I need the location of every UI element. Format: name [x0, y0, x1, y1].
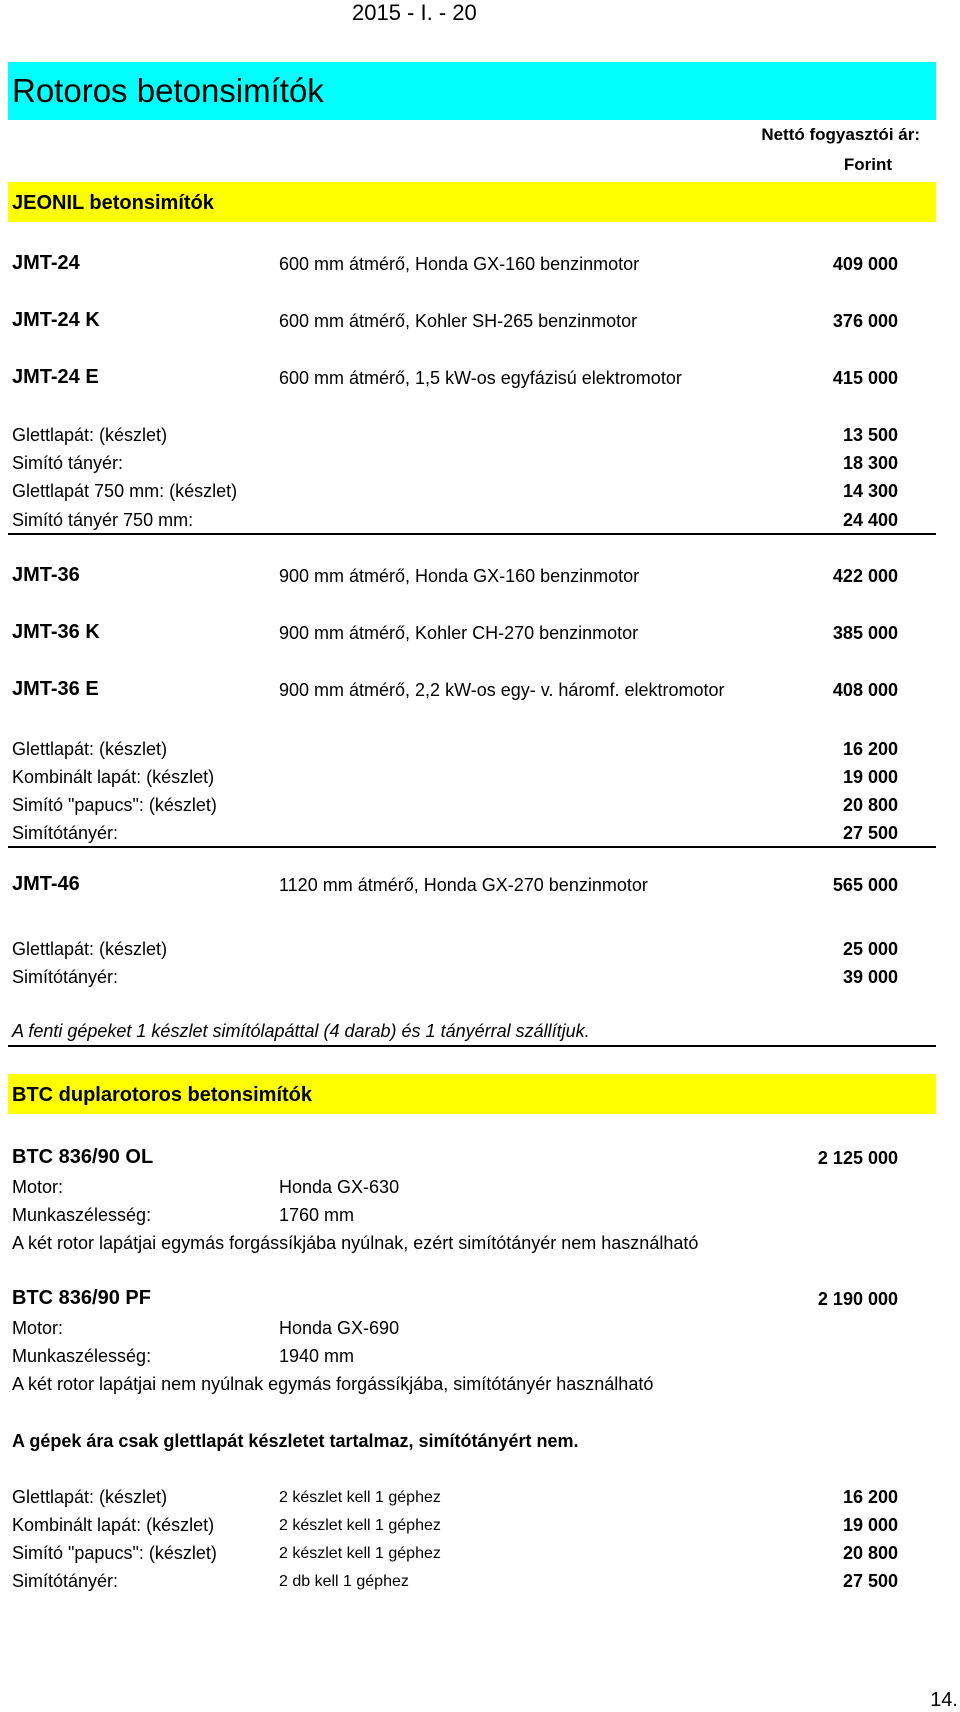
accessory-price: 14 300 — [842, 481, 898, 501]
spec-label: Motor: — [12, 1318, 64, 1338]
accessory-price: 18 300 — [842, 453, 898, 473]
accessory-price: 39 000 — [842, 967, 898, 987]
model-price: 408 000 — [832, 680, 898, 700]
accessory-name: Glettlapát: (készlet) — [12, 425, 168, 445]
model-price: 422 000 — [832, 566, 898, 586]
delivery-note: A fenti gépeket 1 készlet simítólapáttal (4 darab) és 1 tányérral szállítjuk. — [12, 1021, 590, 1041]
accessory-quantity: 2 db kell 1 géphez — [279, 1573, 409, 1590]
accessory-name: Glettlapát: (készlet) — [12, 1487, 168, 1507]
spec-label: Motor: — [12, 1177, 64, 1197]
jeonil-section-title: JEONIL betonsimítók — [12, 192, 214, 214]
accessory-name: Kombinált lapát: (készlet) — [12, 1515, 215, 1535]
spec-label: Munkaszélesség: — [12, 1205, 152, 1225]
accessory-name: Simító "papucs": (készlet) — [12, 795, 217, 815]
accessory-price: 13 500 — [842, 425, 898, 445]
spec-value: Honda GX-630 — [279, 1177, 400, 1197]
model-description: 600 mm átmérő, Kohler SH-265 benzinmotor — [279, 311, 638, 331]
accessory-name: Simítótányér: — [12, 823, 119, 843]
section-divider — [8, 533, 936, 535]
page-title: Rotoros betonsimítók — [12, 72, 324, 109]
model-price: 2 190 000 — [817, 1289, 898, 1309]
btc-section-title: BTC duplarotoros betonsimítók — [12, 1084, 312, 1106]
section-divider — [8, 1045, 936, 1047]
header-date: 2015 - I. - 20 — [352, 0, 477, 25]
model-name: JMT-24 E — [12, 366, 99, 388]
model-name: BTC 836/90 PF — [12, 1287, 151, 1309]
accessory-price: 19 000 — [842, 1515, 898, 1535]
accessory-quantity: 2 készlet kell 1 géphez — [279, 1489, 441, 1506]
section-divider — [8, 846, 936, 848]
model-name: JMT-36 K — [12, 621, 100, 643]
price-note: A gépek ára csak glettlapát készletet tartalmaz, simítótányért nem. — [12, 1431, 579, 1451]
accessory-name: Glettlapát: (készlet) — [12, 939, 168, 959]
model-name: JMT-46 — [12, 873, 80, 895]
accessory-price: 20 800 — [842, 1543, 898, 1563]
model-name: JMT-36 E — [12, 678, 99, 700]
accessory-price: 24 400 — [842, 510, 898, 530]
model-description: 1120 mm átmérő, Honda GX-270 benzinmotor — [279, 875, 648, 895]
accessory-price: 16 200 — [842, 1487, 898, 1507]
model-description: 600 mm átmérő, Honda GX-160 benzinmotor — [279, 254, 640, 274]
model-price: 385 000 — [832, 623, 898, 643]
spec-value: Honda GX-690 — [279, 1318, 400, 1338]
model-name: JMT-36 — [12, 564, 80, 586]
accessory-name: Simító "papucs": (készlet) — [12, 1543, 217, 1563]
accessory-price: 16 200 — [842, 739, 898, 759]
model-name: JMT-24 K — [12, 309, 100, 331]
price-header-label: Nettó fogyasztói ár: — [761, 125, 920, 144]
spec-value: 1760 mm — [279, 1205, 355, 1225]
accessory-price: 27 500 — [842, 823, 898, 843]
model-price: 376 000 — [832, 311, 898, 331]
model-description: 600 mm átmérő, 1,5 kW-os egyfázisú elektromotor — [279, 368, 682, 388]
accessory-name: Glettlapát: (készlet) — [12, 739, 168, 759]
spec-value: 1940 mm — [279, 1346, 355, 1366]
model-description: 900 mm átmérő, Kohler CH-270 benzinmotor — [279, 623, 639, 643]
accessory-price: 27 500 — [842, 1571, 898, 1591]
model-price: 2 125 000 — [817, 1148, 898, 1168]
page-number: 14. — [930, 1689, 958, 1711]
model-name: JMT-24 — [12, 252, 80, 274]
accessory-name: Kombinált lapát: (készlet) — [12, 767, 215, 787]
accessory-price: 19 000 — [842, 767, 898, 787]
price-header-currency: Forint — [843, 155, 892, 174]
model-name: BTC 836/90 OL — [12, 1146, 154, 1168]
accessory-name: Simítótányér: — [12, 967, 119, 987]
accessory-name: Glettlapát 750 mm: (készlet) — [12, 481, 238, 501]
model-price: 415 000 — [832, 368, 898, 388]
model-remark: A két rotor lapátjai nem nyúlnak egymás forgássíkjába, simítótányér használható — [12, 1374, 654, 1394]
model-remark: A két rotor lapátjai egymás forgássíkjába nyúlnak, ezért simítótányér nem használható — [12, 1233, 699, 1253]
model-price: 565 000 — [832, 875, 898, 895]
accessory-price: 25 000 — [842, 939, 898, 959]
accessory-quantity: 2 készlet kell 1 géphez — [279, 1545, 441, 1562]
accessory-quantity: 2 készlet kell 1 géphez — [279, 1517, 441, 1534]
accessory-name: Simítótányér: — [12, 1571, 119, 1591]
spec-label: Munkaszélesség: — [12, 1346, 152, 1366]
model-description: 900 mm átmérő, 2,2 kW-os egy- v. háromf. elektromotor — [279, 680, 725, 700]
accessory-name: Simító tányér 750 mm: — [12, 510, 194, 530]
accessory-price: 20 800 — [842, 795, 898, 815]
model-price: 409 000 — [832, 254, 898, 274]
model-description: 900 mm átmérő, Honda GX-160 benzinmotor — [279, 566, 640, 586]
accessory-name: Simító tányér: — [12, 453, 124, 473]
